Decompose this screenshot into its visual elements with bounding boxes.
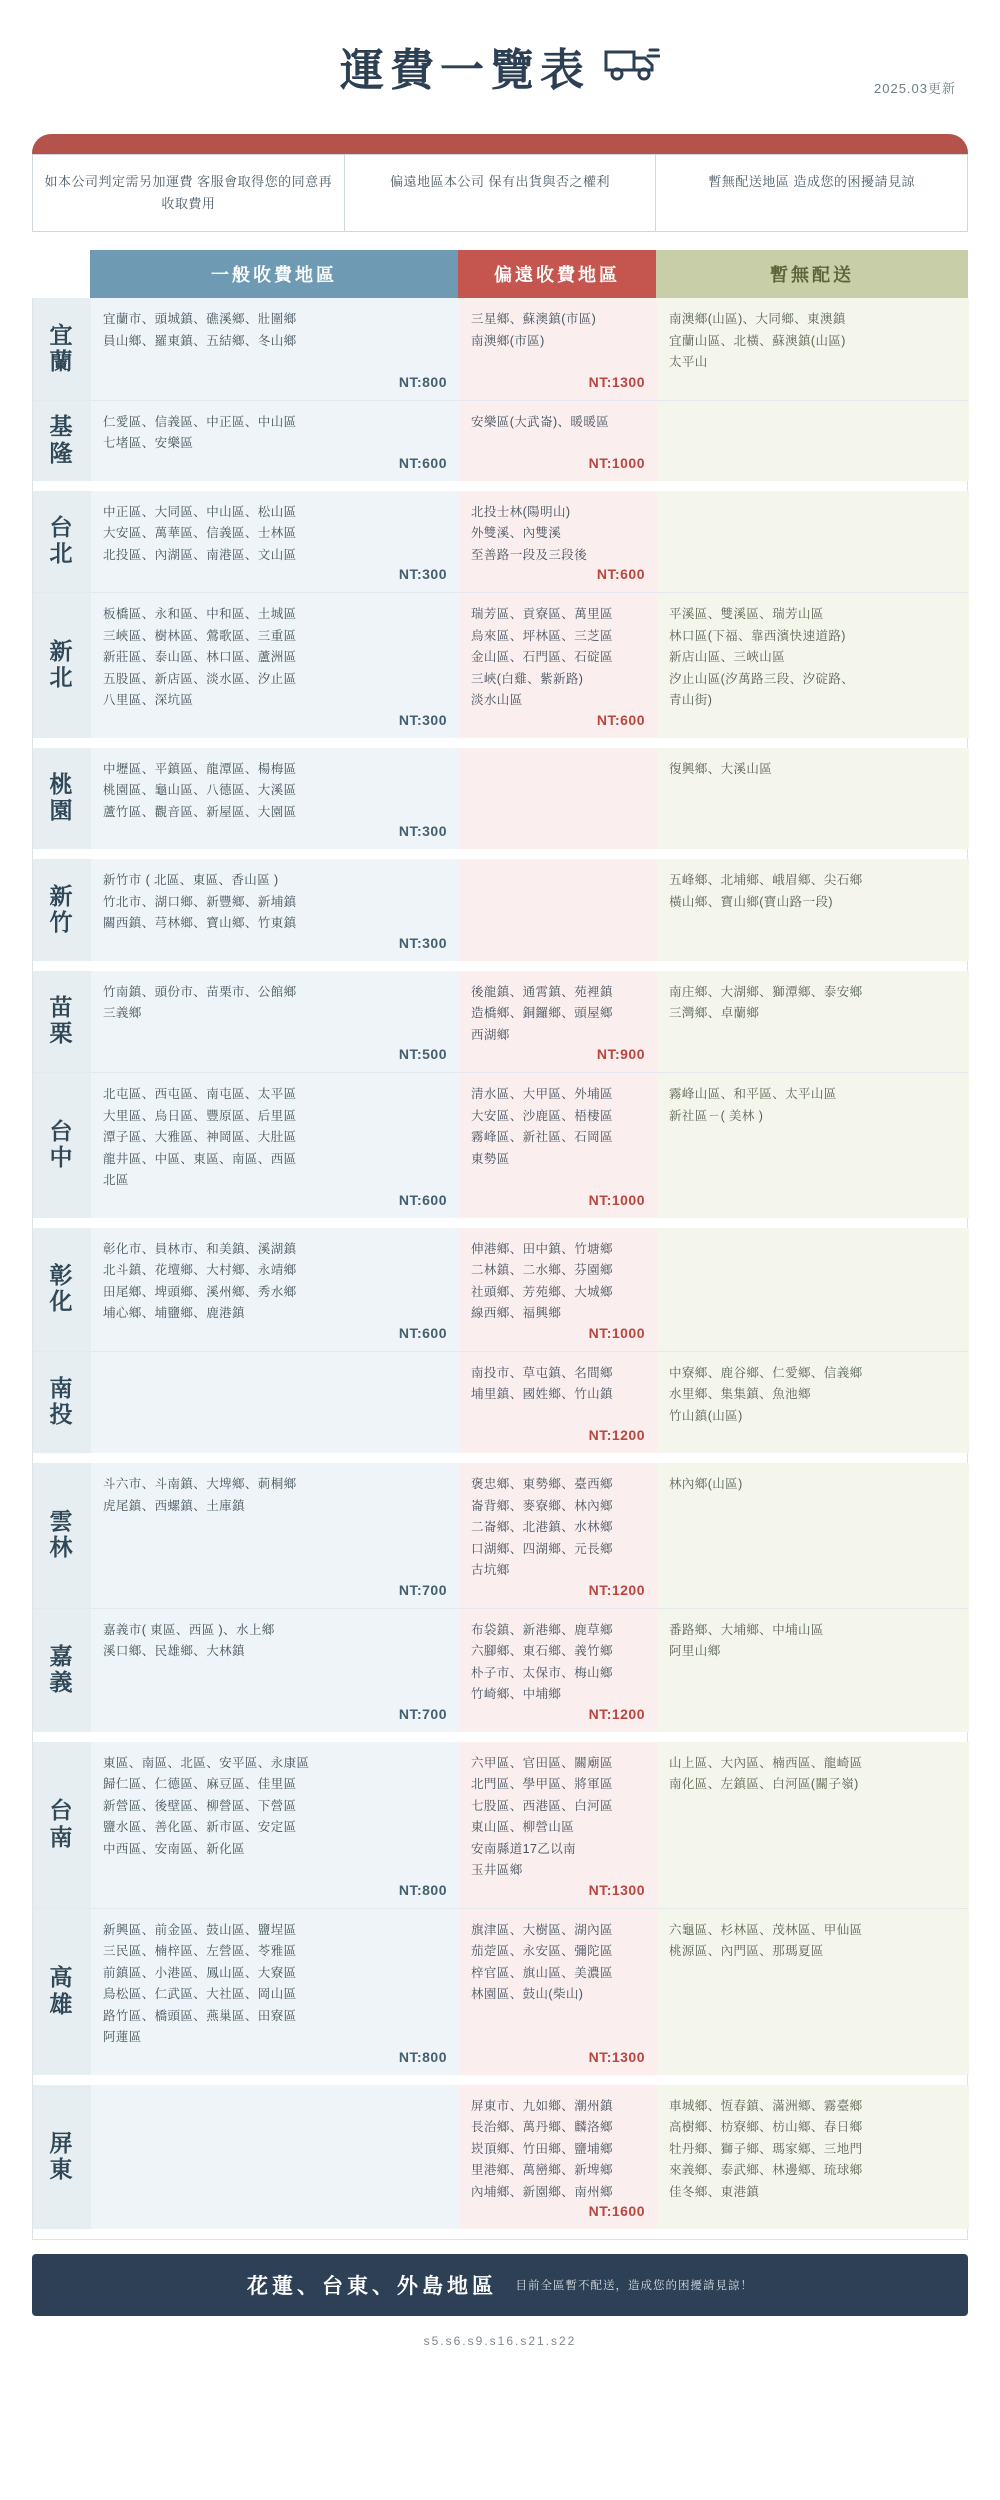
city-label: 新 竹 [33, 859, 91, 961]
area-line: 車城鄉、恆春鎮、滿洲鄉、霧臺鄉 [669, 2098, 863, 2113]
general-area-cell [91, 1609, 459, 1732]
table-row [33, 491, 967, 594]
area-line: 社頭鄉、芳苑鄉、大城鄉 [471, 1284, 613, 1299]
general-area-cell-price: NT:800 [398, 1881, 447, 1898]
area-line: 東山區、柳營山區 [471, 1820, 575, 1835]
area-line: 太平山 [669, 355, 708, 370]
area-line: 崙背鄉、麥寮鄉、林內鄉 [471, 1498, 613, 1513]
area-line: 龍井區、中區、東區、南區、西區 [103, 1151, 297, 1166]
area-line: 五峰鄉、北埔鄉、峨眉鄉、尖石鄉 [669, 873, 863, 888]
remote-area-cell [459, 1228, 657, 1351]
area-line: 三民區、楠梓區、左營區、苓雅區 [103, 1944, 297, 1959]
area-line: 西湖鄉 [471, 1027, 510, 1042]
area-line: 北投區、內湖區、南港區、文山區 [103, 547, 297, 562]
remote-area-cell [459, 859, 657, 961]
no-delivery-cell [657, 1742, 969, 1908]
area-line: 歸仁區、仁德區、麻豆區、佳里區 [103, 1777, 297, 1792]
general-area-cell-price: NT:800 [398, 2048, 447, 2065]
area-line: 竹崎鄉、中埔鄉 [471, 1687, 562, 1702]
area-line: 南化區、左鎮區、白河區(關子嶺) [669, 1777, 859, 1792]
area-line: 新店山區、三峽山區 [669, 650, 786, 665]
general-area-cell-price: NT:600 [398, 1191, 447, 1208]
general-area-cell [91, 1073, 459, 1218]
remote-area-cell-price: NT:600 [596, 711, 645, 728]
general-area-cell [91, 1742, 459, 1908]
area-line: 林園區、鼓山(柴山) [471, 1987, 584, 2002]
remote-area-cell [459, 748, 657, 850]
general-area-cell [91, 1352, 459, 1454]
area-line: 虎尾鎮、西螺鎮、土庫鎮 [103, 1498, 245, 1513]
truck-icon [604, 46, 660, 87]
general-area-cell [91, 1909, 459, 2075]
city-label: 台 中 [33, 1073, 91, 1218]
general-area-cell [91, 971, 459, 1073]
area-line: 宜蘭山區、北橫、蘇澳鎮(山區) [669, 333, 846, 348]
table-row [33, 1463, 967, 1609]
remote-area-cell [459, 401, 657, 481]
area-line: 竹南鎮、頭份市、苗栗市、公館鄉 [103, 984, 297, 999]
area-line: 清水區、大甲區、外埔區 [471, 1087, 613, 1102]
area-line: 中正區、大同區、中山區、松山區 [103, 504, 297, 519]
city-label: 基 隆 [33, 401, 91, 481]
area-line: 崁頂鄉、竹田鄉、鹽埔鄉 [471, 2141, 613, 2156]
area-line: 三峽區、樹林區、鶯歌區、三重區 [103, 628, 297, 643]
area-line: 瑞芳區、貢寮區、萬里區 [471, 607, 613, 622]
area-line: 北斗鎮、花壇鄉、大村鄉、永靖鄉 [103, 1263, 297, 1278]
table-row [33, 859, 967, 961]
city-label: 苗 栗 [33, 971, 91, 1073]
remote-area-cell [459, 1742, 657, 1908]
city-label: 桃 園 [33, 748, 91, 850]
area-line: 玉井區鄉 [471, 1863, 523, 1878]
remote-area-cell-price: NT:1300 [588, 1881, 645, 1898]
region-group [33, 298, 967, 491]
area-line: 北投士林(陽明山) [471, 504, 571, 519]
area-line: 竹山鎮(山區) [669, 1408, 743, 1423]
general-area-cell-price: NT:300 [398, 934, 447, 951]
area-line: 田尾鄉、埤頭鄉、溪州鄉、秀水鄉 [103, 1284, 297, 1299]
area-line: 旗津區、大樹區、湖內區 [471, 1922, 613, 1937]
area-line: 新莊區、泰山區、林口區、蘆洲區 [103, 650, 297, 665]
table-row [33, 971, 967, 1074]
no-delivery-cell [657, 971, 969, 1073]
area-line: 新營區、後壁區、柳營區、下營區 [103, 1798, 297, 1813]
remote-area-cell-price: NT:1200 [588, 1705, 645, 1722]
area-line: 古坑鄉 [471, 1563, 510, 1578]
table-row [33, 2085, 967, 2230]
no-delivery-cell [657, 1909, 969, 2075]
area-line: 造橋鄉、銅鑼鄉、頭屋鄉 [471, 1006, 613, 1021]
area-line: 至善路一段及三段後 [471, 547, 588, 562]
general-area-cell [91, 1228, 459, 1351]
general-area-cell-price: NT:700 [398, 1705, 447, 1722]
remote-area-cell [459, 971, 657, 1073]
city-label: 新 北 [33, 593, 91, 738]
table-row [33, 1909, 967, 2075]
area-line: 大安區、萬華區、信義區、士林區 [103, 526, 297, 541]
area-line: 路竹區、橋頭區、燕巢區、田寮區 [103, 2008, 297, 2023]
area-line: 蘆竹區、觀音區、新屋區、大園區 [103, 804, 297, 819]
area-line: 板橋區、永和區、中和區、土城區 [103, 607, 297, 622]
area-line: 茄萣區、永安區、彌陀區 [471, 1944, 613, 1959]
table-row [33, 1073, 967, 1218]
remote-area-cell-price: NT:1200 [588, 1427, 645, 1444]
city-label: 雲 林 [33, 1463, 91, 1608]
general-area-cell-price: NT:500 [398, 1046, 447, 1063]
area-line: 橫山鄉、寶山鄉(寶山路一段) [669, 894, 833, 909]
area-line: 埔心鄉、埔鹽鄉、鹿港鎮 [103, 1306, 245, 1321]
area-line: 來義鄉、泰武鄉、林邊鄉、琉球鄉 [669, 2163, 863, 2178]
note-item: 偏遠地區本公司 保有出貨與否之權利 [344, 155, 656, 231]
area-line: 埔里鎮、國姓鄉、竹山鎮 [471, 1387, 613, 1402]
area-line: 桃源區、內門區、那瑪夏區 [669, 1944, 824, 1959]
table-row [33, 401, 967, 481]
area-line: 北門區、學甲區、將軍區 [471, 1777, 613, 1792]
general-area-cell [91, 491, 459, 593]
area-line: 竹北市、湖口鄉、新豐鄉、新埔鎮 [103, 894, 297, 909]
remote-area-cell-price: NT:1000 [588, 1191, 645, 1208]
area-line: 線西鄉、福興鄉 [471, 1306, 562, 1321]
area-line: 梓官區、旗山區、美濃區 [471, 1965, 613, 1980]
area-line: 新社區ㄧ( 美林 ) [669, 1108, 764, 1123]
area-line: 三峽(白雞、紫新路) [471, 671, 584, 686]
page-title: 運費一覽表 [340, 46, 590, 95]
no-delivery-cell [657, 1463, 969, 1608]
area-line: 三義鄉 [103, 1006, 142, 1021]
general-area-cell [91, 401, 459, 481]
page-code: s5.s6.s9.s16.s21.s22 [423, 2334, 577, 2349]
area-line: 番路鄉、大埔鄉、中埔山區 [669, 1622, 824, 1637]
general-area-cell-price: NT:300 [398, 711, 447, 728]
area-line: 烏來區、坪林區、三芝區 [471, 628, 613, 643]
area-line: 東區、南區、北區、安平區、永康區 [103, 1755, 310, 1770]
column-header-general: 一般收費地區 [90, 250, 458, 298]
remote-area-cell [459, 1463, 657, 1608]
general-area-cell [91, 1463, 459, 1608]
area-line: 新竹市 ( 北區、東區、香山區 ) [103, 873, 279, 888]
area-line: 八里區、深坑區 [103, 693, 194, 708]
area-line: 南庄鄉、大湖鄉、獅潭鄉、泰安鄉 [669, 984, 863, 999]
area-line: 佳冬鄉、東港鎮 [669, 2184, 760, 2199]
city-label: 台 北 [33, 491, 91, 593]
area-line: 南澳鄉(山區)、大同鄉、東澳鎮 [669, 312, 846, 327]
area-line: 仁愛區、信義區、中正區、中山區 [103, 414, 297, 429]
general-area-cell-price: NT:300 [398, 566, 447, 583]
area-line: 七堵區、安樂區 [103, 436, 194, 451]
area-line: 霧峰區、新社區、石岡區 [471, 1130, 613, 1145]
no-delivery-cell [657, 748, 969, 850]
area-line: 東勢區 [471, 1151, 510, 1166]
area-line: 林口區(下福、靠西濱快速道路) [669, 628, 846, 643]
remote-area-cell-price: NT:1200 [588, 1581, 645, 1598]
general-area-cell [91, 859, 459, 961]
area-line: 鹽水區、善化區、新市區、安定區 [103, 1820, 297, 1835]
area-line: 前鎮區、小港區、鳳山區、大寮區 [103, 1965, 297, 1980]
general-area-cell-price: NT:600 [398, 1324, 447, 1341]
area-line: 牡丹鄉、獅子鄉、瑪家鄉、三地門 [669, 2141, 863, 2156]
general-area-cell [91, 298, 459, 400]
area-line: 山上區、大內區、楠西區、龍崎區 [669, 1755, 863, 1770]
notes-box [32, 154, 968, 232]
city-label: 宜 蘭 [33, 298, 91, 400]
footer-main-text: 花蓮、台東、外島地區 [247, 2274, 498, 2299]
region-group [33, 748, 967, 860]
region-group [33, 2085, 967, 2240]
area-line: 汐止山區(汐萬路三段、汐碇路、 [669, 671, 855, 686]
region-group [33, 1463, 967, 1742]
column-header-none: 暫無配送 [656, 250, 968, 298]
area-line: 平溪區、雙溪區、瑞芳山區 [669, 607, 824, 622]
general-area-cell [91, 748, 459, 850]
remote-area-cell-price: NT:1000 [588, 1324, 645, 1341]
area-line: 北區 [103, 1173, 129, 1188]
general-area-cell-price: NT:700 [398, 1581, 447, 1598]
no-delivery-cell [657, 1228, 969, 1351]
area-line: 口湖鄉、四湖鄉、元長鄉 [471, 1541, 613, 1556]
no-delivery-cell [657, 1352, 969, 1454]
no-delivery-cell [657, 2085, 969, 2230]
column-headers [32, 250, 968, 298]
area-line: 內埔鄉、新園鄉、南州鄉 [471, 2184, 613, 2199]
area-line: 南澳鄉(市區) [471, 333, 545, 348]
remote-area-cell [459, 2085, 657, 2230]
area-line: 阿蓮區 [103, 2030, 142, 2045]
area-line: 桃園區、龜山區、八德區、大溪區 [103, 783, 297, 798]
table-row [33, 748, 967, 850]
general-area-cell-price: NT:300 [398, 823, 447, 840]
update-date: 2025.03更新 [874, 81, 956, 96]
city-label: 彰 化 [33, 1228, 91, 1351]
area-line: 水里鄉、集集鎮、魚池鄉 [669, 1387, 811, 1402]
footer-sub-text: 目前全區暫不配送，造成您的困擾請見諒！ [515, 2280, 753, 2293]
area-line: 溪口鄉、民雄鄉、大林鎮 [103, 1644, 245, 1659]
region-group [33, 1228, 967, 1464]
area-line: 五股區、新店區、淡水區、汐止區 [103, 671, 297, 686]
remote-area-cell [459, 593, 657, 738]
title-row [0, 0, 1000, 98]
no-delivery-cell [657, 1609, 969, 1732]
no-delivery-cell [657, 593, 969, 738]
area-line: 外雙溪、內雙溪 [471, 526, 562, 541]
table-row [33, 593, 967, 738]
note-item: 如本公司判定需另加運費 客服會取得您的同意再收取費用 [44, 174, 333, 212]
table-row [33, 1742, 967, 1909]
area-line: 嘉義市( 東區、西區 )、水上鄉 [103, 1622, 275, 1637]
area-line: 南投市、草屯鎮、名間鄉 [471, 1365, 613, 1380]
note-item: 暫無配送地區 造成您的困擾請見諒 [655, 155, 967, 231]
area-line: 中寮鄉、鹿谷鄉、仁愛鄉、信義鄉 [669, 1365, 863, 1380]
area-line: 潭子區、大雅區、神岡區、大肚區 [103, 1130, 297, 1145]
area-line: 中壢區、平鎮區、龍潭區、楊梅區 [103, 761, 297, 776]
area-line: 霧峰山區、和平區、太平山區 [669, 1087, 837, 1102]
area-line: 長治鄉、萬丹鄉、麟洛鄉 [471, 2120, 613, 2135]
footer-banner [32, 2254, 968, 2316]
no-delivery-cell [657, 1073, 969, 1218]
region-group [33, 859, 967, 971]
page-header [0, 0, 1000, 130]
area-line: 六甲區、官田區、關廟區 [471, 1755, 613, 1770]
area-line: 高樹鄉、枋寮鄉、枋山鄉、春日鄉 [669, 2120, 863, 2135]
area-line: 淡水山區 [471, 693, 523, 708]
city-label: 屏 東 [33, 2085, 91, 2230]
table-row [33, 1228, 967, 1352]
table-row [33, 1352, 967, 1454]
area-line: 屏東市、九如鄉、潮州鎮 [471, 2098, 613, 2113]
area-line: 青山街) [669, 693, 713, 708]
area-line: 六龜區、杉林區、茂林區、甲仙區 [669, 1922, 863, 1937]
area-line: 六腳鄉、東石鄉、義竹鄉 [471, 1644, 613, 1659]
city-label: 嘉 義 [33, 1609, 91, 1732]
area-line: 布袋鎮、新港鄉、鹿草鄉 [471, 1622, 613, 1637]
general-area-cell [91, 2085, 459, 2230]
area-line: 大里區、烏日區、豐原區、后里區 [103, 1108, 297, 1123]
city-label: 南 投 [33, 1352, 91, 1454]
area-line: 林內鄉(山區) [669, 1477, 743, 1492]
no-delivery-cell [657, 298, 969, 400]
remote-area-cell-price: NT:600 [596, 566, 645, 583]
area-line: 後龍鎮、通霄鎮、苑裡鎮 [471, 984, 613, 999]
area-line: 中西區、安南區、新化區 [103, 1841, 245, 1856]
area-line: 三星鄉、蘇澳鎮(市區) [471, 312, 597, 327]
header-spacer [32, 250, 90, 298]
remote-area-cell-price: NT:1300 [588, 2048, 645, 2065]
table-row [33, 1609, 967, 1732]
area-line: 員山鄉、羅東鎮、五結鄉、冬山鄉 [103, 333, 297, 348]
general-area-cell-price: NT:600 [398, 454, 447, 471]
city-label: 台 南 [33, 1742, 91, 1908]
area-line: 斗六市、斗南鎮、大埤鄉、莿桐鄉 [103, 1477, 297, 1492]
area-line: 伸港鄉、田中鎮、竹塘鄉 [471, 1241, 613, 1256]
remote-area-cell [459, 1352, 657, 1454]
area-line: 關西鎮、芎林鄉、寶山鄉、竹東鎮 [103, 916, 297, 931]
area-line: 朴子市、太保市、梅山鄉 [471, 1665, 613, 1680]
area-line: 新興區、前金區、鼓山區、鹽埕區 [103, 1922, 297, 1937]
city-label: 高 雄 [33, 1909, 91, 2075]
fee-table [32, 298, 968, 2240]
table-row [33, 298, 967, 401]
no-delivery-cell [657, 859, 969, 961]
region-group [33, 491, 967, 748]
region-group [33, 1742, 967, 2085]
area-line: 安南縣道17乙以南 [471, 1841, 577, 1856]
area-line: 北屯區、西屯區、南屯區、太平區 [103, 1087, 297, 1102]
remote-area-cell [459, 491, 657, 593]
remote-area-cell-price: NT:1300 [588, 373, 645, 390]
area-line: 彰化市、員林市、和美鎮、溪湖鎮 [103, 1241, 297, 1256]
area-line: 復興鄉、大溪山區 [669, 761, 773, 776]
remote-area-cell [459, 1609, 657, 1732]
area-line: 大安區、沙鹿區、梧棲區 [471, 1108, 613, 1123]
remote-area-cell [459, 298, 657, 400]
area-line: 宜蘭市、頭城鎮、礁溪鄉、壯圍鄉 [103, 312, 297, 327]
general-area-cell [91, 593, 459, 738]
remote-area-cell [459, 1909, 657, 2075]
remote-area-cell-price: NT:900 [596, 1046, 645, 1063]
general-area-cell-price: NT:800 [398, 373, 447, 390]
no-delivery-cell [657, 491, 969, 593]
area-line: 金山區、石門區、石碇區 [471, 650, 613, 665]
area-line: 二崙鄉、北港鎮、水林鄉 [471, 1520, 613, 1535]
column-header-remote: 偏遠收費地區 [458, 250, 656, 298]
area-line: 褒忠鄉、東勢鄉、臺西鄉 [471, 1477, 613, 1492]
no-delivery-cell [657, 401, 969, 481]
area-line: 三灣鄉、卓蘭鄉 [669, 1006, 760, 1021]
area-line: 二林鎮、二水鄉、芬園鄉 [471, 1263, 613, 1278]
region-group [33, 971, 967, 1228]
area-line: 阿里山鄉 [669, 1644, 721, 1659]
area-line: 里港鄉、萬巒鄉、新埤鄉 [471, 2163, 613, 2178]
remote-area-cell [459, 1073, 657, 1218]
area-line: 七股區、西港區、白河區 [471, 1798, 613, 1813]
area-line: 鳥松區、仁武區、大社區、岡山區 [103, 1987, 297, 2002]
remote-area-cell-price: NT:1600 [588, 2203, 645, 2220]
remote-area-cell-price: NT:1000 [588, 454, 645, 471]
area-line: 安樂區(大武崙)、暖暖區 [471, 414, 610, 429]
